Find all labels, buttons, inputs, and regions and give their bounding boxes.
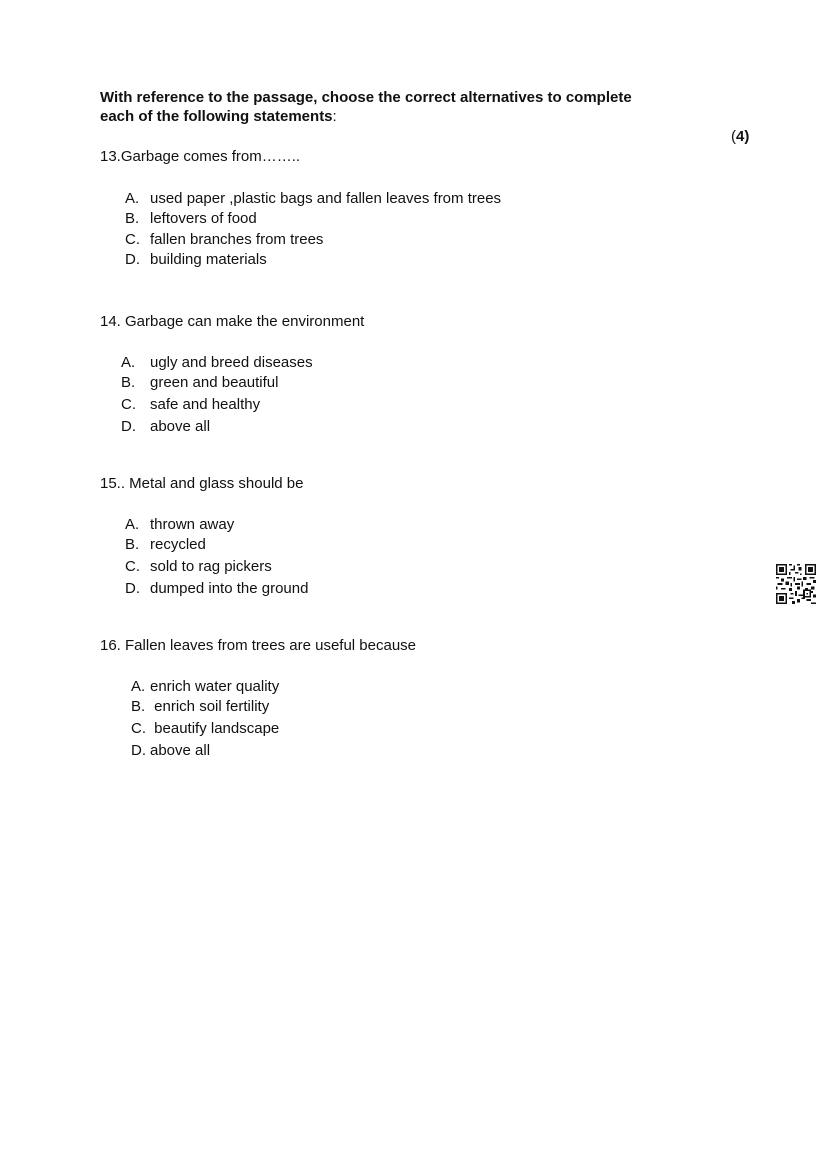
option-text: sold to rag pickers [150, 558, 272, 575]
instructions-line-2-text: each of the following statements [100, 108, 333, 125]
marks [731, 128, 749, 145]
option-letter: B. [125, 210, 140, 227]
option-text: leftovers of food [150, 210, 257, 227]
marks-close: ) [744, 128, 750, 145]
option-text: dumped into the ground [150, 580, 309, 597]
q16-option-c [131, 720, 279, 738]
option-text: enrich soil fertility [150, 698, 270, 715]
question-16: 16. Fallen leaves from trees are useful because [100, 637, 417, 654]
option-letter: B. [121, 374, 136, 391]
q13-option-c [125, 231, 323, 249]
q15-option-b [125, 536, 206, 554]
option-letter: A. [121, 354, 136, 371]
option-letter: B. [125, 536, 140, 553]
qr-code-icon [776, 564, 816, 604]
option-letter: A. [125, 516, 140, 533]
option-text: above all [150, 418, 211, 435]
q14-option-a [121, 354, 313, 372]
option-letter: C. [131, 720, 146, 737]
option-letter: C. [125, 231, 140, 248]
q16-option-a [131, 678, 279, 696]
instructions-colon: : [332, 108, 337, 125]
option-text: used paper ,plastic bags and fallen leaves from trees [150, 190, 502, 207]
q13-option-a [125, 190, 501, 208]
q13-option-d [125, 251, 267, 269]
option-text: beautify landscape [150, 720, 280, 737]
q16-option-b [131, 698, 269, 716]
instructions-line-1: With reference to the passage, choose the correct alternatives to complete [100, 89, 632, 106]
q14-option-d [121, 418, 210, 436]
q15-option-a [125, 516, 234, 534]
q13-option-b [125, 210, 257, 228]
option-text: building materials [150, 251, 267, 268]
option-letter: C. [121, 396, 136, 413]
option-letter: B. [131, 698, 146, 715]
option-letter: D. [121, 418, 136, 435]
instructions [100, 88, 632, 126]
option-letter: D. [125, 251, 140, 268]
option-text: above all [150, 742, 211, 759]
question-14: 14. Garbage can make the environment [100, 313, 365, 330]
option-text: enrich water quality [150, 678, 280, 695]
option-letter: C. [125, 558, 140, 575]
q16-option-d [131, 742, 210, 760]
option-letter: A. [131, 678, 146, 695]
option-letter: D. [125, 580, 140, 597]
marks-value: 4 [736, 128, 745, 145]
question-15: 15.. Metal and glass should be [100, 475, 304, 492]
option-letter: A. [125, 190, 140, 207]
option-text: ugly and breed diseases [150, 354, 313, 371]
instructions-line-2 [100, 107, 632, 126]
q15-option-d [125, 580, 308, 598]
question-13: 13.Garbage comes from…….. [100, 148, 301, 165]
option-text: recycled [150, 536, 206, 553]
option-text: fallen branches from trees [150, 231, 324, 248]
option-text: green and beautiful [150, 374, 279, 391]
option-text: safe and healthy [150, 396, 261, 413]
q14-option-c [121, 396, 260, 414]
option-text: thrown away [150, 516, 235, 533]
q15-option-c [125, 558, 272, 576]
marks-open: ( [731, 128, 736, 145]
option-letter: D. [131, 742, 146, 759]
q14-option-b [121, 374, 278, 392]
